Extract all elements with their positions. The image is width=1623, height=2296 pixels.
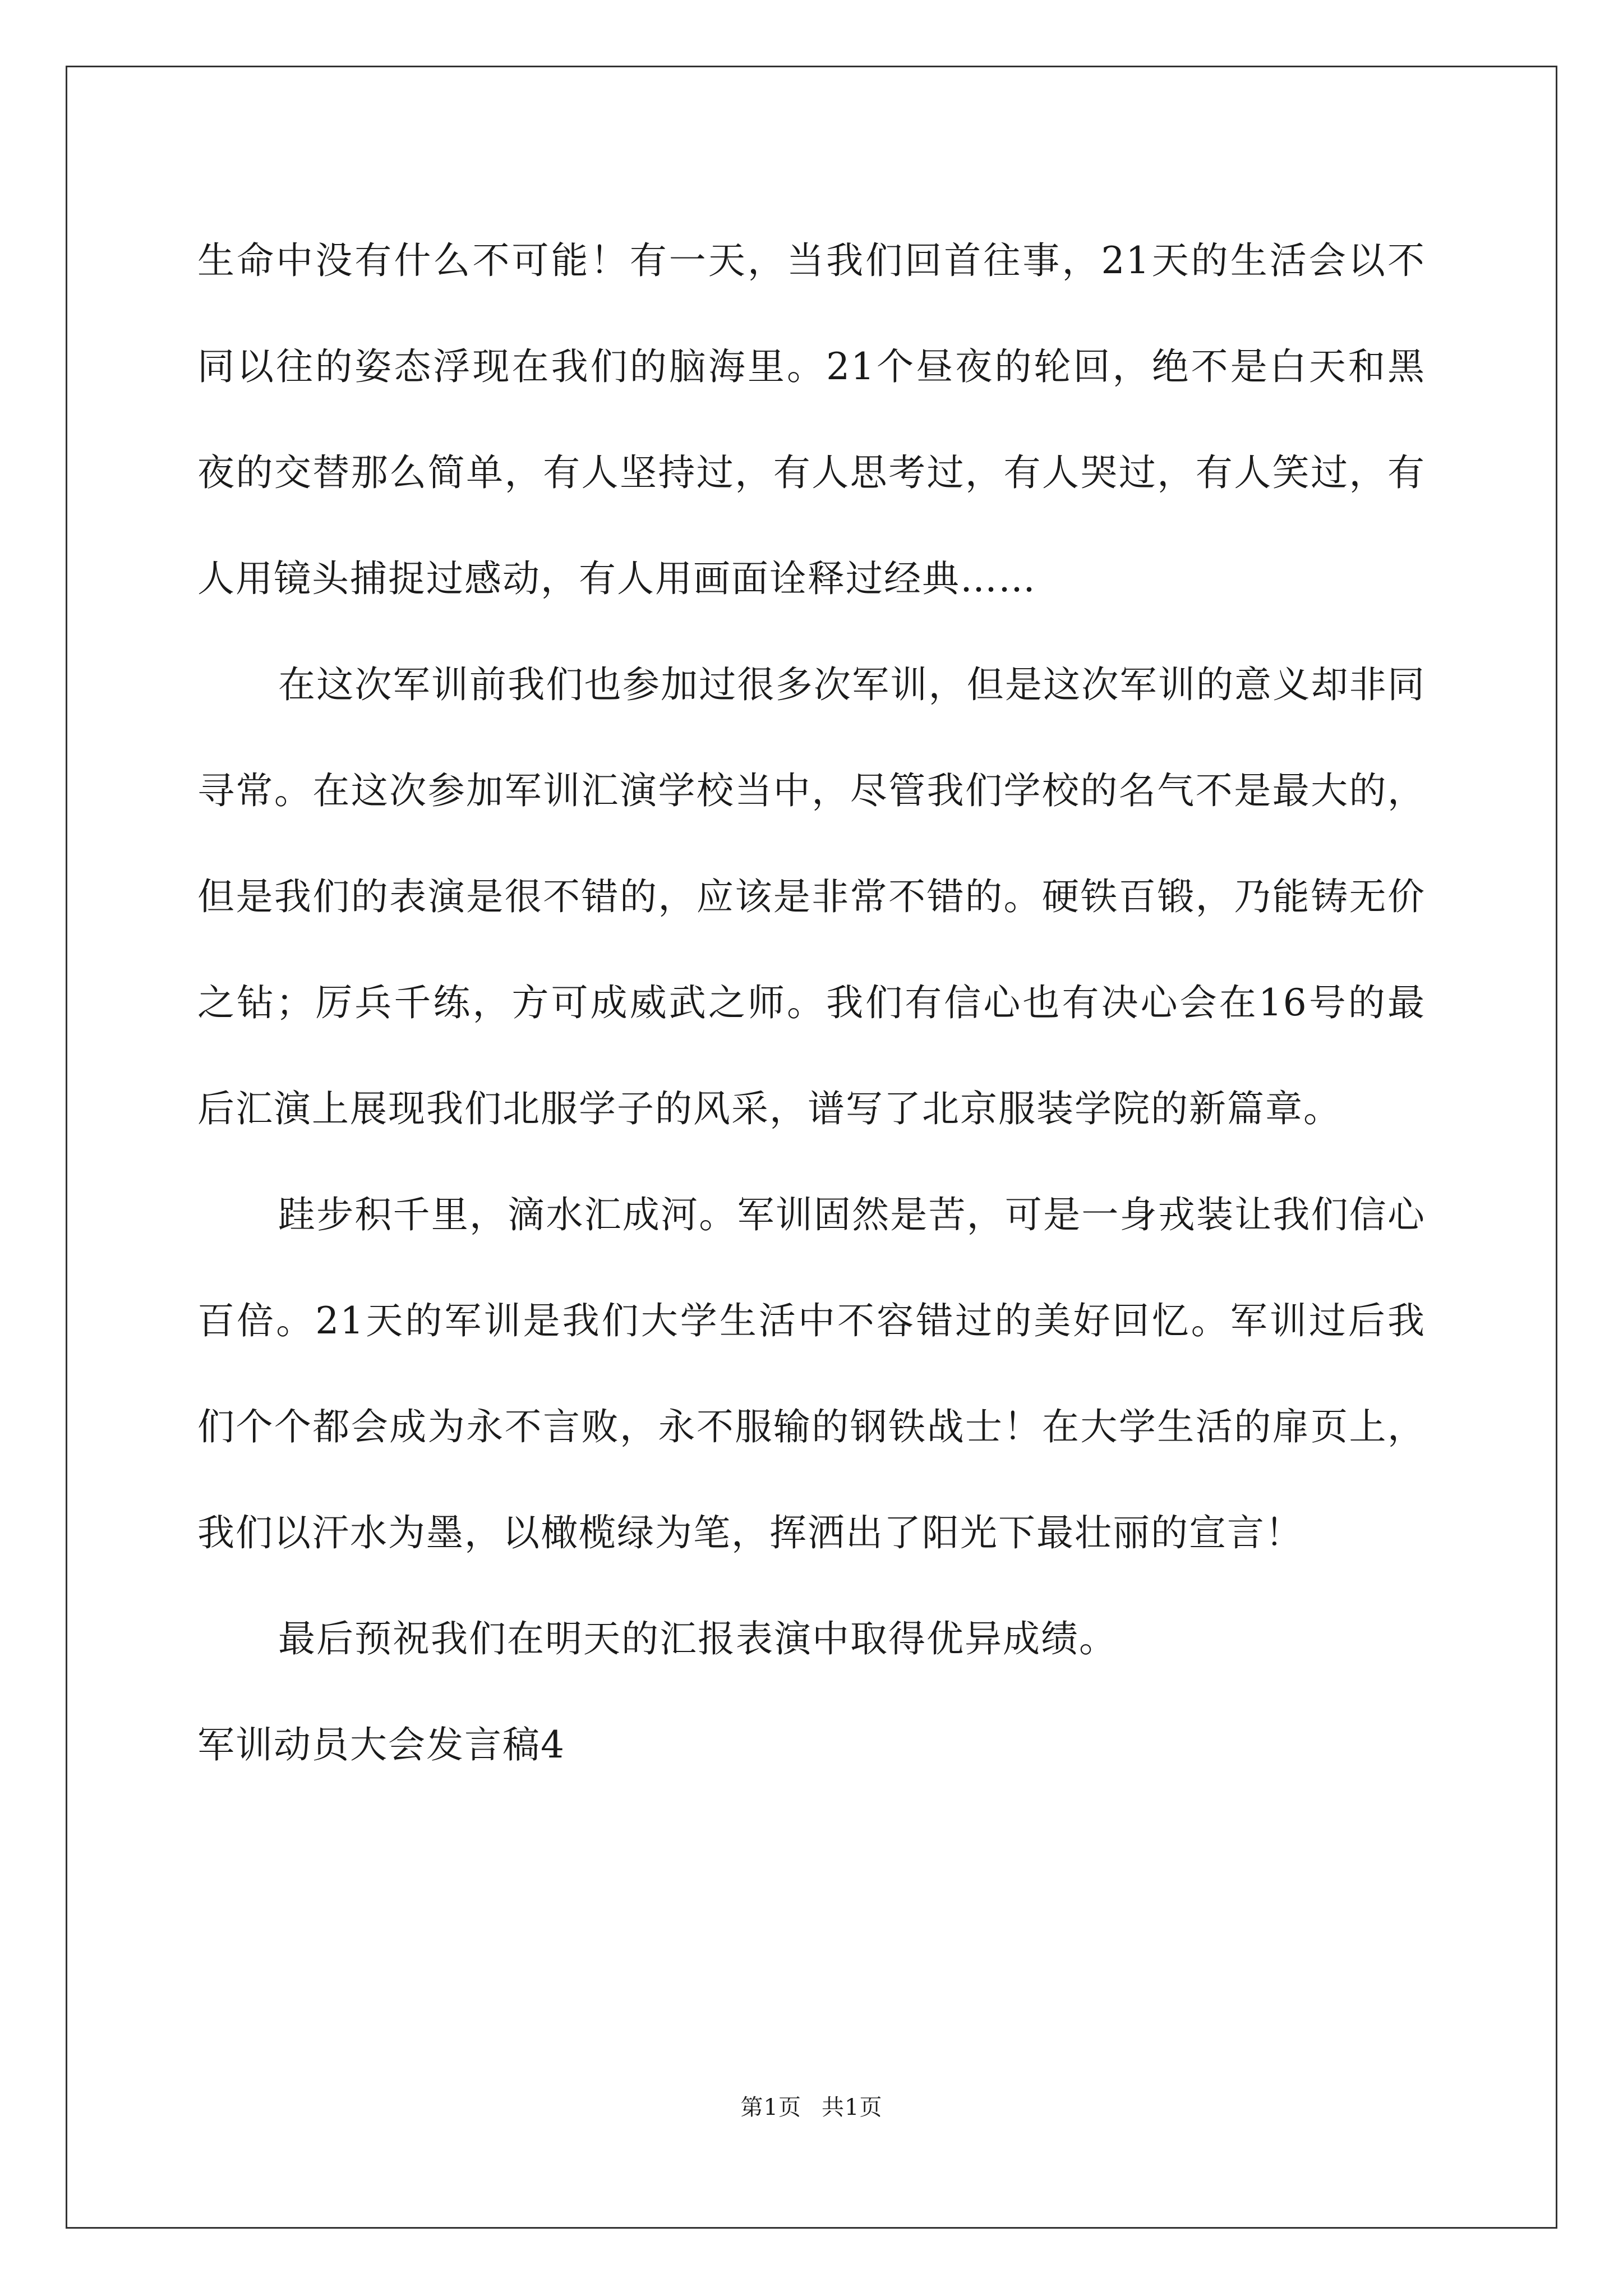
page-number-total: 共1页 [822,2095,883,2120]
paragraph-3: 跬步积千里，滴水汇成河。军训固然是苦，可是一身戎装让我们信心百倍。21天的军训是我们大学生活中不容错过的美好回忆。军训过后我们个个都会成为永不言败，永不服输的钢铁战士！在大学生活的扉页上，我们以汗水为墨，以橄榄绿为笔，挥洒出了阳光下最壮丽的宣言！ [197,1193,1426,1554]
section-heading: 军训动员大会发言稿4 [197,1723,565,1766]
paragraph-2: 在这次军训前我们也参加过很多次军训，但是这次军训的意义却非同寻常。在这次参加军训汇演学校当中，尽管我们学校的名气不是最大的，但是我们的表演是很不错的，应该是非常不错的。硬铁百锻，乃能铸无价之钻；厉兵千练，方可成威武之师。我们有信心也有决心会在16号的最后汇演上展现我们北服学子的风采，谱写了北京服装学院的新篇章。 [197,663,1426,1130]
document-body [197,208,1426,1798]
paragraph-1: 生命中没有什么不可能！有一天，当我们回首往事，21天的生活会以不同以往的姿态浮现在我们的脑海里。21个昼夜的轮回，绝不是白天和黑夜的交替那么简单，有人坚持过，有人思考过，有人哭过，有人笑过，有人用镜头捕捉过感动，有人用画面诠释过经典…… [197,239,1426,600]
page-number-current: 第1页 [740,2095,801,2120]
page-footer [0,2090,1623,2122]
paragraph-4: 最后预祝我们在明天的汇报表演中取得优异成绩。 [278,1617,1117,1660]
